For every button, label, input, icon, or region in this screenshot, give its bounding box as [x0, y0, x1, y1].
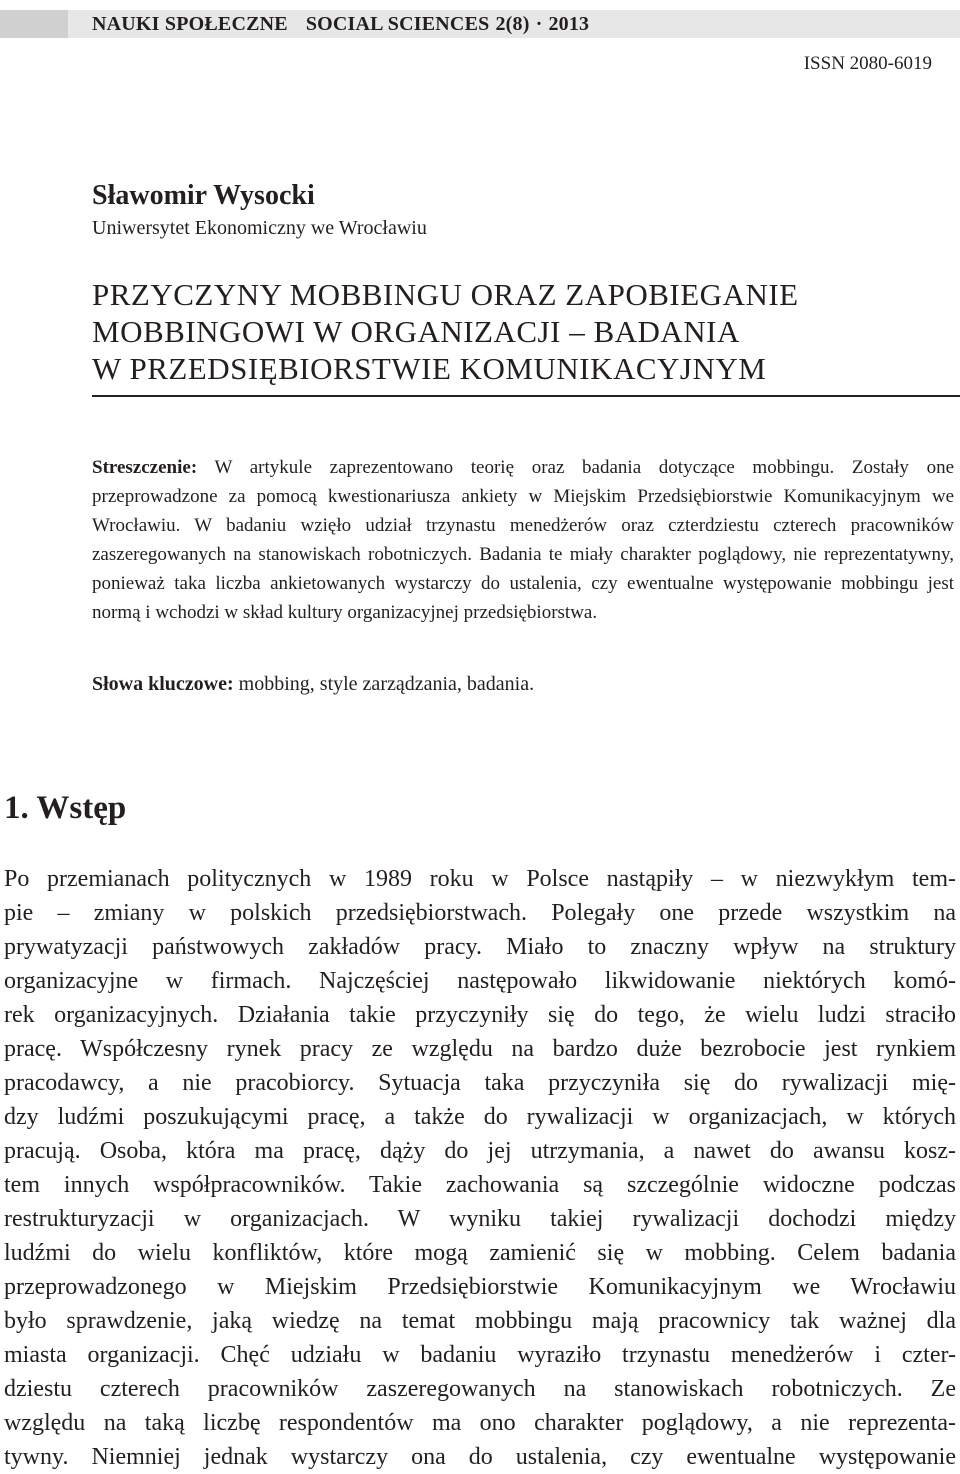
- abstract: [92, 453, 954, 627]
- body-line: restrukturyzacji w organizacjach. W wyniku takiej rywalizacji dochodzi między: [4, 1206, 956, 1232]
- journal-year: 2013: [548, 13, 590, 35]
- body-line: Po przemianach politycznych w 1989 roku w Polsce nastąpiły – w niezwykłym tem-: [4, 866, 956, 892]
- body-line: tywny. Niemniej jednak wystarczy ona do ustalenia, czy ewentualne występowanie: [4, 1444, 956, 1470]
- body-line: dziestu czterech pracowników zaszeregowanych na stanowiskach robotniczych. Ze: [4, 1376, 956, 1402]
- body-line: pie – zmiany w polskich przedsiębiorstwach. Polegały one przede wszystkim na: [4, 900, 956, 926]
- journal-issue: 2(8): [495, 13, 530, 35]
- article-title: [92, 276, 952, 387]
- body-line: względu na taką liczbę respondentów ma ono charakter poglądowy, a nie reprezenta-: [4, 1410, 956, 1436]
- keywords: [92, 670, 534, 699]
- abstract-text: W artykule zaprezentowano teorię oraz badania dotyczące mobbingu. Zostały one przeprowadzone za pomocą kwestionariusza ankiety w Miejskim Przedsiębiorstwie Komunikacyjnym we Wrocławiu. W badaniu wzięło udział trzynastu menedżerów oraz czterdziestu czterech pracowników zaszeregowanych na stanowiskach robotniczych. Badania te miały charakter poglądowy, nie reprezentatywny, ponieważ taka liczba ankietowanych wystarczy do ustalenia, czy ewentualne występowanie mobbingu jest normą i wchodzi w skład kultury organizacyjnej przedsiębiorstwa.: [92, 457, 954, 623]
- body-line: ludźmi do wielu konfliktów, które mogą zamienić się w mobbing. Celem badania: [4, 1240, 956, 1266]
- header-stripe: [0, 10, 68, 38]
- abstract-label: Streszczenie:: [92, 457, 198, 478]
- journal-section-pl: NAUKI SPOŁECZNE: [92, 13, 288, 35]
- title-line: PRZYCZYNY MOBBINGU ORAZ ZAPOBIEGANIE: [92, 277, 799, 312]
- title-divider: [92, 395, 960, 397]
- body-paragraph: [4, 862, 956, 1474]
- body-line: organizacyjne w firmach. Najczęściej następowało likwidowanie niektórych komó-: [4, 968, 956, 994]
- body-line: dzy ludźmi poszukującymi pracę, a także do rywalizacji w organizacjach, w których: [4, 1104, 956, 1130]
- section-heading: 1. Wstęp: [4, 790, 127, 826]
- journal-dot: ·: [535, 13, 543, 35]
- body-line: pracują. Osoba, która ma pracę, dąży do jej utrzymania, a nawet do awansu kosz-: [4, 1138, 956, 1164]
- author-affiliation: Uniwersytet Ekonomiczny we Wrocławiu: [92, 217, 427, 239]
- issn-number: ISSN 2080-6019: [803, 53, 932, 74]
- journal-header: [92, 13, 607, 36]
- author-name: Sławomir Wysocki: [92, 180, 315, 211]
- body-line: rek organizacyjnych. Działania takie przyczyniły się do tego, że wielu ludzi straciło: [4, 1002, 956, 1028]
- journal-section-en: SOCIAL SCIENCES: [305, 13, 490, 35]
- body-line: przeprowadzonego w Miejskim Przedsiębiorstwie Komunikacyjnym we Wrocławiu: [4, 1274, 956, 1300]
- body-line: prywatyzacji państwowych zakładów pracy. Miało to znaczny wpływ na struktury: [4, 934, 956, 960]
- body-line: pracę. Współczesny rynek pracy ze względu na bardzo duże bezrobocie jest rynkiem: [4, 1036, 956, 1062]
- body-line: miasta organizacji. Chęć udziału w badaniu wyraziło trzynastu menedżerów i czter-: [4, 1342, 956, 1368]
- keywords-text: mobbing, style zarządzania, badania.: [233, 673, 535, 695]
- body-line: pracodawcy, a nie pracobiorcy. Sytuacja taka przyczyniła się do rywalizacji mię-: [4, 1070, 956, 1096]
- title-line: W PRZEDSIĘBIORSTWIE KOMUNIKACYJNYM: [92, 351, 767, 386]
- body-line: tem innych współpracowników. Takie zachowania są szczególnie widoczne podczas: [4, 1172, 956, 1198]
- keywords-label: Słowa kluczowe:: [92, 673, 234, 695]
- title-line: MOBBINGOWI W ORGANIZACJI – BADANIA: [92, 314, 740, 349]
- body-line: było sprawdzenie, jaką wiedzę na temat mobbingu mają pracownicy tak ważnej dla: [4, 1308, 956, 1334]
